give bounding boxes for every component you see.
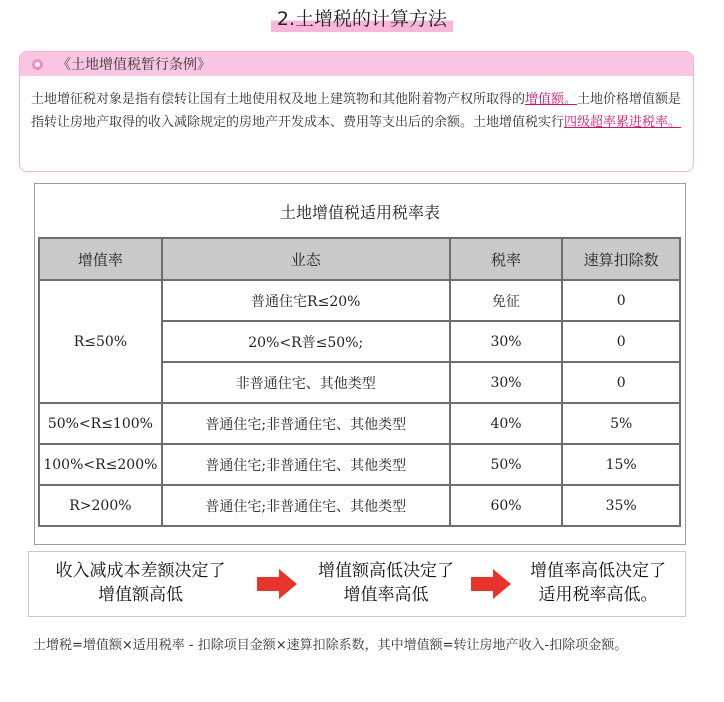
rate-cell: 30% bbox=[450, 321, 563, 362]
type-cell: 20%<R普≤50%; bbox=[162, 321, 450, 362]
deduction-cell: 35% bbox=[562, 485, 680, 526]
page-title: 2.土增税的计算方法 bbox=[271, 2, 453, 32]
range-cell: R≤50% bbox=[39, 280, 162, 403]
header-tax-rate: 税率 bbox=[450, 238, 563, 280]
type-cell: 非普通住宅、其他类型 bbox=[162, 362, 450, 403]
logic-flow-diagram bbox=[28, 551, 686, 617]
rate-cell: 40% bbox=[450, 403, 563, 444]
flow-step-2-line-1: 增值额高低决定了 bbox=[318, 561, 454, 581]
rate-cell: 免征 bbox=[450, 280, 563, 321]
header-property-type: 业态 bbox=[162, 238, 450, 280]
header-quick-deduction: 速算扣除数 bbox=[562, 238, 680, 280]
flow-step-1-line-1: 收入减成本差额决定了 bbox=[55, 561, 226, 581]
range-cell: 50%<R≤100% bbox=[39, 403, 162, 444]
flow-step-3-line-1: 增值率高低决定了 bbox=[530, 561, 666, 581]
flow-step-1-line-2: 增值额高低 bbox=[98, 585, 183, 605]
flow-step-3-line-2: 适用税率高低。 bbox=[538, 585, 658, 605]
deduction-cell: 15% bbox=[562, 444, 680, 485]
table-row bbox=[39, 485, 680, 526]
arrow-right-icon bbox=[257, 569, 297, 599]
range-cell: R>200% bbox=[39, 485, 162, 526]
rate-cell: 50% bbox=[450, 444, 563, 485]
regulation-title: 《土地增值税暂行条例》 bbox=[57, 57, 211, 73]
table-row bbox=[39, 280, 680, 321]
regulation-text-1: 土地增征税对象是指有偿转让国有土地使用权及地上建筑物和其他附着物产权所取得的 bbox=[31, 92, 526, 107]
formula-text: 土增税=增值额×适用税率 - 扣除项目金额×速算扣除系数，其中增值额=转让房地产收入-扣除项金额。 bbox=[33, 638, 628, 653]
table-header-row bbox=[39, 238, 680, 280]
regulation-box bbox=[19, 51, 694, 172]
flow-step-2 bbox=[301, 559, 471, 607]
deduction-cell: 0 bbox=[562, 321, 680, 362]
type-cell: 普通住宅;非普通住宅、其他类型 bbox=[162, 444, 450, 485]
table-row bbox=[39, 403, 680, 444]
regulation-text-2: 土地价格增值额是指转让房地产取得的收入减除规定的房地产开发成本、费用等支出后的余额。土地增值税实行 bbox=[31, 92, 682, 130]
rate-table bbox=[38, 237, 681, 527]
deduction-cell: 0 bbox=[562, 362, 680, 403]
rate-table-image bbox=[34, 183, 686, 545]
regulation-header bbox=[20, 52, 693, 76]
page-title-wrap bbox=[0, 2, 724, 32]
type-cell: 普通住宅;非普通住宅、其他类型 bbox=[162, 485, 450, 526]
rate-cell: 60% bbox=[450, 485, 563, 526]
flow-step-2-line-2: 增值率高低 bbox=[343, 585, 429, 605]
rate-table-caption: 土地增值税适用税率表 bbox=[279, 203, 440, 222]
type-cell: 普通住宅;非普通住宅、其他类型 bbox=[162, 403, 450, 444]
flow-step-3 bbox=[513, 559, 683, 607]
rate-cell: 30% bbox=[450, 362, 563, 403]
bullet-circle-icon bbox=[32, 59, 43, 70]
arrow-right-icon bbox=[471, 569, 511, 599]
header-increment-rate: 增值率 bbox=[39, 238, 162, 280]
range-cell: 100%<R≤200% bbox=[39, 444, 162, 485]
link-progressive-rate[interactable]: 四级超率累进税率。 bbox=[564, 115, 682, 130]
flow-step-1 bbox=[33, 559, 248, 607]
deduction-cell: 5% bbox=[562, 403, 680, 444]
deduction-cell: 0 bbox=[562, 280, 680, 321]
link-increment-amount[interactable]: 增值额。 bbox=[525, 92, 578, 107]
table-row bbox=[39, 444, 680, 485]
regulation-text bbox=[20, 76, 693, 134]
type-cell: 普通住宅R≤20% bbox=[162, 280, 450, 321]
